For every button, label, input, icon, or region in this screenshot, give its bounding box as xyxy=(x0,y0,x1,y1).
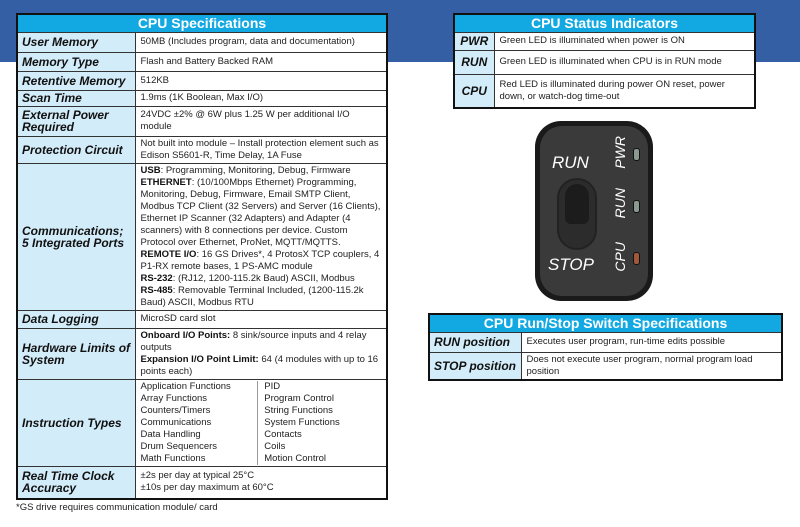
table-title: CPU Status Indicators xyxy=(454,14,755,32)
instruction-type: Counters/Timers xyxy=(140,404,211,416)
row-value: 50MB (Includes program, data and documentation) xyxy=(135,32,387,52)
rtc-value xyxy=(135,466,387,499)
run-led-label: RUN xyxy=(612,188,628,219)
cpu-specifications-table xyxy=(16,13,388,500)
row-value: MicroSD card slot xyxy=(135,310,387,328)
row-label: RUN xyxy=(454,50,494,74)
row-value: 1.9ms (1K Boolean, Max I/O) xyxy=(135,90,387,106)
row-value: Red LED is illuminated during power ON reset, power down, or watch-dog time-out xyxy=(494,74,755,108)
row-label: Retentive Memory xyxy=(17,71,135,90)
row-label: PWR xyxy=(454,32,494,50)
row-value: Executes user program, run-time edits possible xyxy=(521,332,782,352)
rtc-line: ±2s per day at typical 25°C xyxy=(140,470,255,482)
row-label: Data Logging xyxy=(17,310,135,328)
instruction-types-value xyxy=(135,379,387,466)
cpu-device-illustration xyxy=(535,121,653,301)
cpu-status-indicators-table xyxy=(453,13,756,109)
row-value: Not built into module – Install protection element such as Edison S5601-R, Time Delay, 1A Fuse xyxy=(135,136,387,163)
cpu-led-label: CPU xyxy=(612,242,628,272)
instruction-type: Program Control xyxy=(264,392,334,404)
right-column xyxy=(428,13,784,381)
instruction-type: Drum Sequencers xyxy=(140,440,218,452)
pwr-led xyxy=(633,148,640,161)
row-label: Instruction Types xyxy=(17,379,135,466)
comm-rs232: RS-232: (RJ12, 1200-115.2k Baud) ASCII, Modbus xyxy=(140,272,355,284)
run-led xyxy=(633,200,640,213)
run-stop-switch xyxy=(557,178,597,250)
row-label: Protection Circuit xyxy=(17,136,135,163)
left-column xyxy=(16,13,388,513)
cpu-led xyxy=(633,252,640,265)
footnote: *GS drive requires communication module/ card xyxy=(16,502,218,513)
table-title: CPU Specifications xyxy=(17,14,387,32)
comm-ethernet: ETHERNET: (10/100Mbps Ethernet) Programming, Monitoring, Debug, Firmware, Email SMTP Client, Modbus TCP Client (32 Servers) and Server (16 Clients), Ethernet IP Scanner (32 Adapters) and Adapter (4 scanners) with 8 connections per device. Custom Protocol over Ethernet, ProNet, MQTT/MQTTS. xyxy=(140,176,381,248)
instruction-type: Contacts xyxy=(264,428,302,440)
row-label: RUN position xyxy=(429,332,521,352)
expansion-io: Expansion I/O Point Limit: 64 (4 modules with up to 16 points each) xyxy=(140,353,379,377)
onboard-io: Onboard I/O Points: 8 sink/source inputs and 4 relay outputs xyxy=(140,329,367,353)
instruction-type: Communications xyxy=(140,416,212,428)
row-label: Real Time Clock Accuracy xyxy=(17,466,135,499)
run-label: RUN xyxy=(552,153,589,172)
row-value: Flash and Battery Backed RAM xyxy=(135,52,387,71)
instruction-type: Data Handling xyxy=(140,428,201,440)
comm-remote-io: REMOTE I/O: 16 GS Drives*, 4 ProtosX TCP couplers, 4 P1-RX remote bases, 1 PS-AMC module xyxy=(140,248,380,272)
comm-usb: USB: Programming, Monitoring, Debug, Firmware xyxy=(140,164,351,176)
instruction-type: Array Functions xyxy=(140,392,208,404)
row-value: Does not execute user program, normal program load position xyxy=(521,352,782,380)
row-value: Green LED is illuminated when power is ON xyxy=(494,32,755,50)
instruction-col-1 xyxy=(141,381,258,465)
instruction-type: Coils xyxy=(264,440,286,452)
row-label: Memory Type xyxy=(17,52,135,71)
table-title: CPU Run/Stop Switch Specifications xyxy=(429,314,782,332)
row-value: Green LED is illuminated when CPU is in RUN mode xyxy=(494,50,755,74)
instruction-type: Motion Control xyxy=(264,452,327,464)
row-label: STOP position xyxy=(429,352,521,380)
communications-value xyxy=(135,163,387,310)
stop-label: STOP xyxy=(548,255,594,274)
row-label: Communications; 5 Integrated Ports xyxy=(17,163,135,310)
instruction-type: String Functions xyxy=(264,404,333,416)
instruction-type: Math Functions xyxy=(140,452,206,464)
instruction-col-2 xyxy=(257,381,381,465)
row-label: Hardware Limits of System xyxy=(17,328,135,379)
row-label: User Memory xyxy=(17,32,135,52)
pwr-led-label: PWR xyxy=(612,136,628,169)
instruction-type: Application Functions xyxy=(140,380,231,392)
row-label: CPU xyxy=(454,74,494,108)
instruction-type: PID xyxy=(264,380,281,392)
row-value: 512KB xyxy=(135,71,387,90)
hardware-limits-value xyxy=(135,328,387,379)
run-stop-switch-table xyxy=(428,313,783,381)
row-label: External Power Required xyxy=(17,106,135,136)
comm-rs485: RS-485: Removable Terminal Included, (1200-115.2k Baud) ASCII, Modbus RTU xyxy=(140,284,364,308)
instruction-type: System Functions xyxy=(264,416,340,428)
row-label: Scan Time xyxy=(17,90,135,106)
row-value: 24VDC ±2% @ 6W plus 1.25 W per additional I/O module xyxy=(135,106,387,136)
rtc-line: ±10s per day maximum at 60°C xyxy=(140,482,274,494)
